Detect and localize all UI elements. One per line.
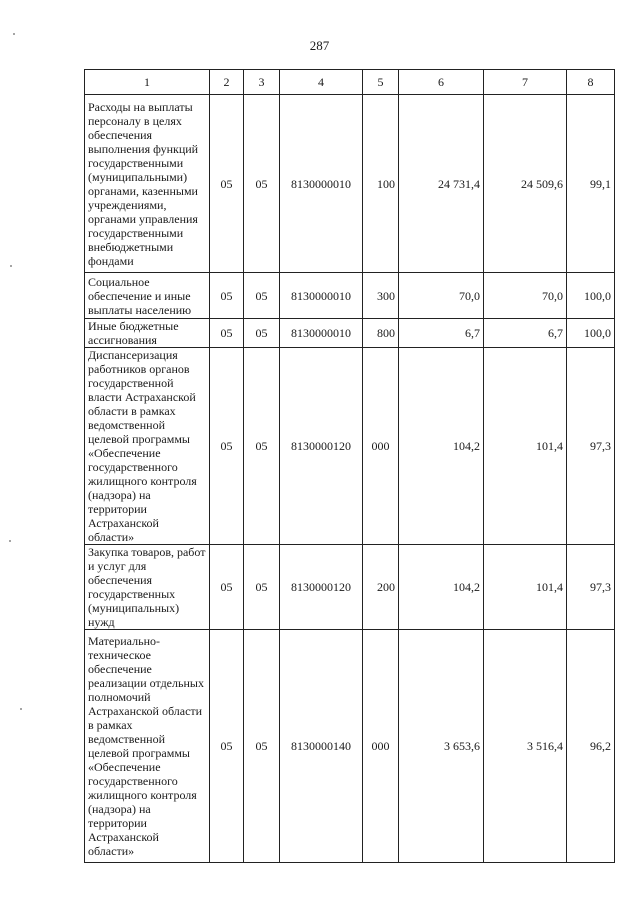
row-execution-percent: 99,1 (567, 95, 615, 273)
column-header-4: 4 (280, 70, 363, 95)
row-target-article: 8130000140 (280, 630, 363, 863)
row-expense-type: 100 (363, 95, 399, 273)
row-actual-amount: 3 516,4 (484, 630, 567, 863)
table-row (85, 545, 615, 630)
row-description: Иные бюджетные ассигнования (85, 319, 210, 348)
row-expense-type: 000 (363, 348, 399, 545)
row-execution-percent: 97,3 (567, 545, 615, 630)
budget-execution-table (84, 69, 615, 863)
column-header-2: 2 (210, 70, 244, 95)
row-description: Диспансеризация работников органов государственной власти Астраханской области в рамках ведомственной целевой программы «Обеспечение государственного жилищного контроля (надзора) на территории Астраханской области» (85, 348, 210, 545)
row-target-article: 8130000120 (280, 545, 363, 630)
row-planned-amount: 104,2 (399, 545, 484, 630)
row-description: Расходы на выплаты персоналу в целях обеспечения выполнения функций государственными (муниципальными) органами, казенными учреждениями, органами управления государственными внебюджетными фондами (85, 95, 210, 273)
row-subsection-code: 05 (244, 545, 280, 630)
row-actual-amount: 101,4 (484, 348, 567, 545)
scan-speck (9, 540, 11, 542)
row-expense-type: 200 (363, 545, 399, 630)
row-target-article: 8130000010 (280, 95, 363, 273)
row-section-code: 05 (210, 95, 244, 273)
table-row (85, 273, 615, 319)
row-target-article: 8130000120 (280, 348, 363, 545)
row-subsection-code: 05 (244, 273, 280, 319)
scan-speck (20, 708, 22, 710)
row-planned-amount: 104,2 (399, 348, 484, 545)
row-subsection-code: 05 (244, 319, 280, 348)
row-subsection-code: 05 (244, 348, 280, 545)
row-planned-amount: 24 731,4 (399, 95, 484, 273)
row-execution-percent: 97,3 (567, 348, 615, 545)
row-subsection-code: 05 (244, 630, 280, 863)
column-header-5: 5 (363, 70, 399, 95)
row-description: Материально-техническое обеспечение реализации отдельных полномочий Астраханской области в рамках ведомственной целевой программы «Обеспечение государственного жилищного контроля (надзора) на территории Астраханской области» (85, 630, 210, 863)
row-target-article: 8130000010 (280, 319, 363, 348)
row-execution-percent: 100,0 (567, 273, 615, 319)
row-section-code: 05 (210, 273, 244, 319)
row-subsection-code: 05 (244, 95, 280, 273)
row-section-code: 05 (210, 545, 244, 630)
page-number: 287 (309, 38, 330, 53)
scan-speck (13, 33, 15, 35)
row-expense-type: 000 (363, 630, 399, 863)
column-header-6: 6 (399, 70, 484, 95)
row-section-code: 05 (210, 348, 244, 545)
row-execution-percent: 100,0 (567, 319, 615, 348)
table-row (85, 319, 615, 348)
table-row (85, 95, 615, 273)
row-description: Закупка товаров, работ и услуг для обеспечения государственных (муниципальных) нужд (85, 545, 210, 630)
column-header-3: 3 (244, 70, 280, 95)
row-description: Социальное обеспечение и иные выплаты населению (85, 273, 210, 319)
row-actual-amount: 101,4 (484, 545, 567, 630)
row-planned-amount: 3 653,6 (399, 630, 484, 863)
row-planned-amount: 70,0 (399, 273, 484, 319)
scan-speck (10, 265, 12, 267)
column-header-8: 8 (567, 70, 615, 95)
row-section-code: 05 (210, 319, 244, 348)
row-actual-amount: 6,7 (484, 319, 567, 348)
row-execution-percent: 96,2 (567, 630, 615, 863)
table-header-row (85, 70, 615, 95)
row-target-article: 8130000010 (280, 273, 363, 319)
row-expense-type: 300 (363, 273, 399, 319)
row-actual-amount: 70,0 (484, 273, 567, 319)
column-header-7: 7 (484, 70, 567, 95)
row-section-code: 05 (210, 630, 244, 863)
column-header-1: 1 (85, 70, 210, 95)
table-row (85, 630, 615, 863)
table-row (85, 348, 615, 545)
row-expense-type: 800 (363, 319, 399, 348)
row-actual-amount: 24 509,6 (484, 95, 567, 273)
row-planned-amount: 6,7 (399, 319, 484, 348)
